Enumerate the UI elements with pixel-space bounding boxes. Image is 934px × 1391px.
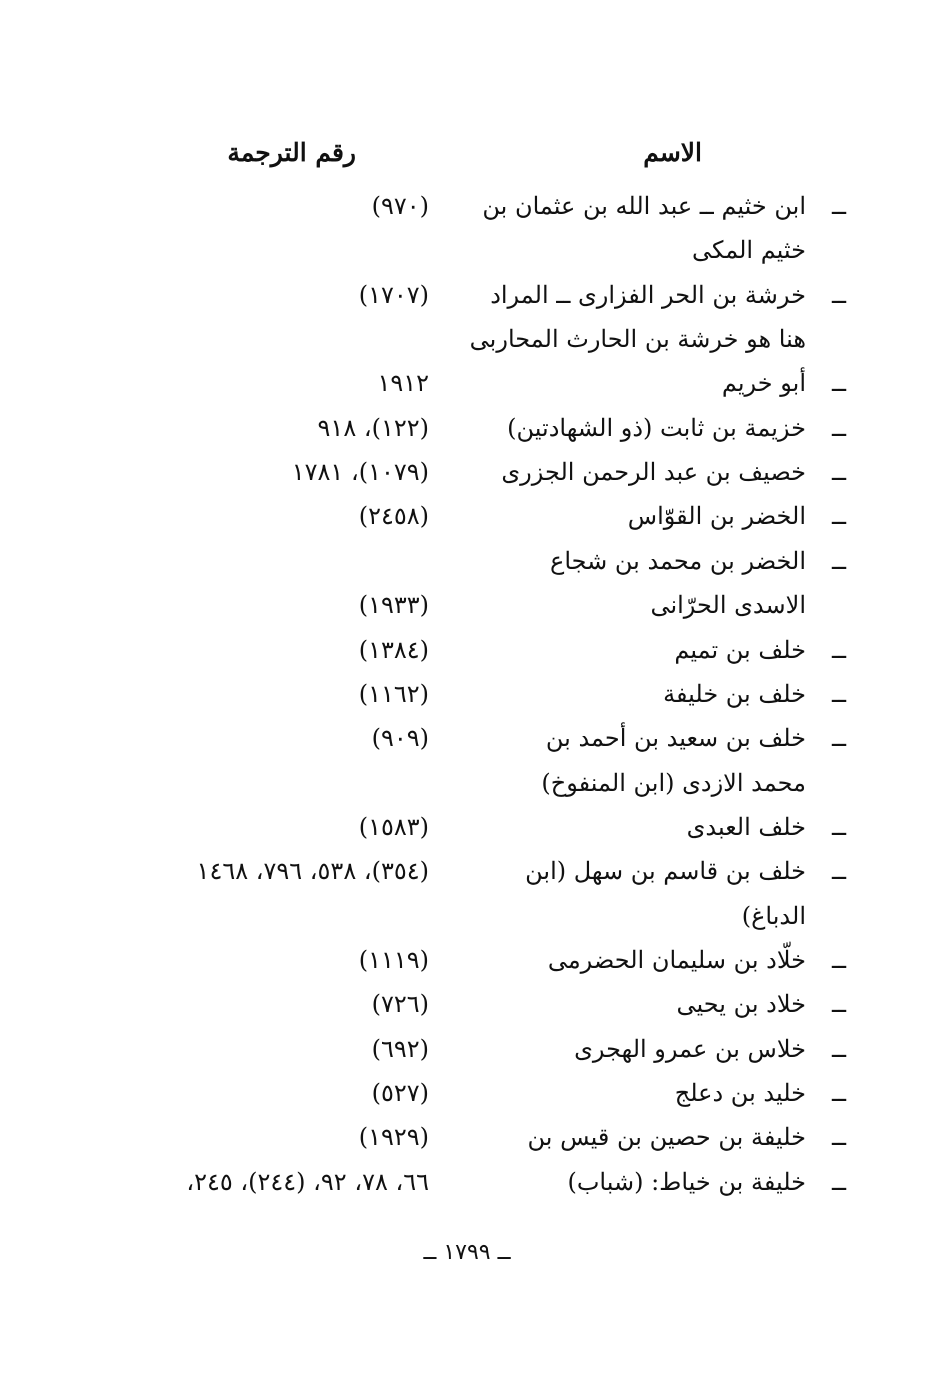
- index-entry-continuation: [0, 902, 934, 946]
- entry-name: خلف بن قاسم بن سهل (ابن: [525, 857, 806, 886]
- index-entry: [0, 857, 934, 901]
- entry-reference-numbers: (١٩٢٩): [358, 1123, 429, 1152]
- index-entry: [0, 192, 934, 236]
- entry-reference-numbers: (١٢٢)، ٩١٨: [317, 413, 429, 442]
- entry-reference-numbers: (٥٢٧): [371, 1079, 429, 1107]
- entry-name: الخضر بن القوّاس: [627, 502, 806, 531]
- entry-reference-numbers: (٦٩٢): [371, 1034, 429, 1063]
- entry-name: خلاس بن عمرو الهجرى: [574, 1034, 806, 1063]
- entry-reference-numbers: (١١١٩): [358, 945, 429, 974]
- index-entry: [0, 1168, 934, 1212]
- index-entry: [0, 547, 934, 591]
- entry-dash: ــ: [831, 635, 846, 664]
- entry-reference-numbers: (٩٧٠): [371, 192, 429, 220]
- index-entry: [0, 1079, 934, 1123]
- entry-dash: ــ: [831, 280, 846, 309]
- index-entry: [0, 369, 934, 413]
- entry-name: خلف العبدى: [686, 812, 806, 841]
- entry-dash: ــ: [831, 1079, 846, 1107]
- entry-name: خليفة بن حصين بن قيس بن: [527, 1123, 806, 1152]
- entry-name: خثيم المكى: [691, 236, 806, 265]
- entry-name: خلف بن تميم: [674, 635, 806, 664]
- entry-reference-numbers: (٢٤٥٨): [358, 502, 429, 531]
- index-entry-continuation: [0, 591, 934, 635]
- name-column-header: الاسم: [643, 138, 702, 167]
- entry-name: أبو خريم: [721, 369, 806, 398]
- index-entry-continuation: [0, 236, 934, 280]
- entry-reference-numbers: ١٩١٢: [377, 369, 429, 398]
- index-entry: [0, 946, 934, 990]
- entry-dash: ــ: [831, 458, 846, 487]
- entry-name: خليفة بن خياط: (شباب): [567, 1167, 806, 1196]
- number-column-header: رقم الترجمة: [227, 138, 356, 167]
- entry-dash: ــ: [831, 1123, 846, 1152]
- entry-reference-numbers: (١٣٨٤): [358, 635, 429, 664]
- entry-reference-numbers: ٦٦، ٧٨، ٩٢، (٢٤٤)، ٢٤٥،: [186, 1167, 429, 1196]
- entry-dash: ــ: [831, 1167, 846, 1196]
- entry-reference-numbers: (١١٦٢): [358, 679, 429, 708]
- entry-name: خزيمة بن ثابت (ذو الشهادتين): [507, 413, 806, 442]
- index-entry: [0, 990, 934, 1034]
- entry-reference-numbers: (٩٠٩): [371, 724, 429, 753]
- entry-name: خصيف بن عبد الرحمن الجزرى: [501, 458, 806, 487]
- entry-name: خليد بن دعلج: [674, 1079, 806, 1107]
- entry-name: هنا هو خرشة بن الحارث المحاربى: [469, 325, 806, 354]
- index-entry: [0, 502, 934, 546]
- index-entry-continuation: [0, 325, 934, 369]
- entry-dash: ــ: [831, 369, 846, 398]
- entry-name: خلف بن سعيد بن أحمد بن: [545, 724, 806, 753]
- entry-name: خلف بن خليفة: [663, 679, 806, 708]
- index-entry: [0, 281, 934, 325]
- index-entry: [0, 458, 934, 502]
- entry-dash: ــ: [831, 546, 846, 575]
- entry-dash: ــ: [831, 857, 846, 886]
- index-entry: [0, 636, 934, 680]
- entry-reference-numbers: (١٠٧٩)، ١٧٨١: [291, 458, 429, 487]
- index-entry: [0, 1035, 934, 1079]
- entry-name: محمد الازدى (ابن المنفوخ): [541, 768, 806, 797]
- entry-name: خلاد بن يحيى: [676, 990, 806, 1019]
- entry-dash: ــ: [831, 724, 846, 753]
- entry-dash: ــ: [831, 990, 846, 1019]
- entry-dash: ــ: [831, 945, 846, 974]
- entry-dash: ــ: [831, 812, 846, 841]
- entry-dash: ــ: [831, 1034, 846, 1063]
- index-entry: [0, 680, 934, 724]
- entry-name: خلّاد بن سليمان الحضرمى: [547, 945, 806, 974]
- entry-dash: ــ: [831, 502, 846, 531]
- entry-name: ابن خثيم ــ عبد الله بن عثمان بن: [482, 192, 806, 220]
- entry-dash: ــ: [831, 413, 846, 442]
- entry-reference-numbers: (٣٥٤)، ٥٣٨، ٧٩٦، ١٤٦٨: [196, 857, 429, 886]
- index-entry: [0, 1123, 934, 1167]
- index-entry: [0, 813, 934, 857]
- index-entry: [0, 724, 934, 768]
- entry-name: الاسدى الحرّانى: [650, 591, 806, 620]
- entry-name: خرشة بن الحر الفزارى ــ المراد: [490, 280, 806, 309]
- entry-name: الدباغ): [741, 901, 806, 930]
- entry-reference-numbers: (١٩٣٣): [358, 591, 429, 620]
- page-number: ــ ١٧٩٩ ــ: [423, 1240, 511, 1265]
- entry-dash: ــ: [831, 192, 846, 220]
- entry-reference-numbers: (٧٢٦): [371, 990, 429, 1019]
- index-entry: [0, 414, 934, 458]
- entry-reference-numbers: (١٥٨٣): [358, 812, 429, 841]
- entry-name: الخضر بن محمد بن شجاع: [550, 546, 806, 575]
- entry-dash: ــ: [831, 679, 846, 708]
- entry-reference-numbers: (١٧٠٧): [358, 280, 429, 309]
- index-entry-continuation: [0, 769, 934, 813]
